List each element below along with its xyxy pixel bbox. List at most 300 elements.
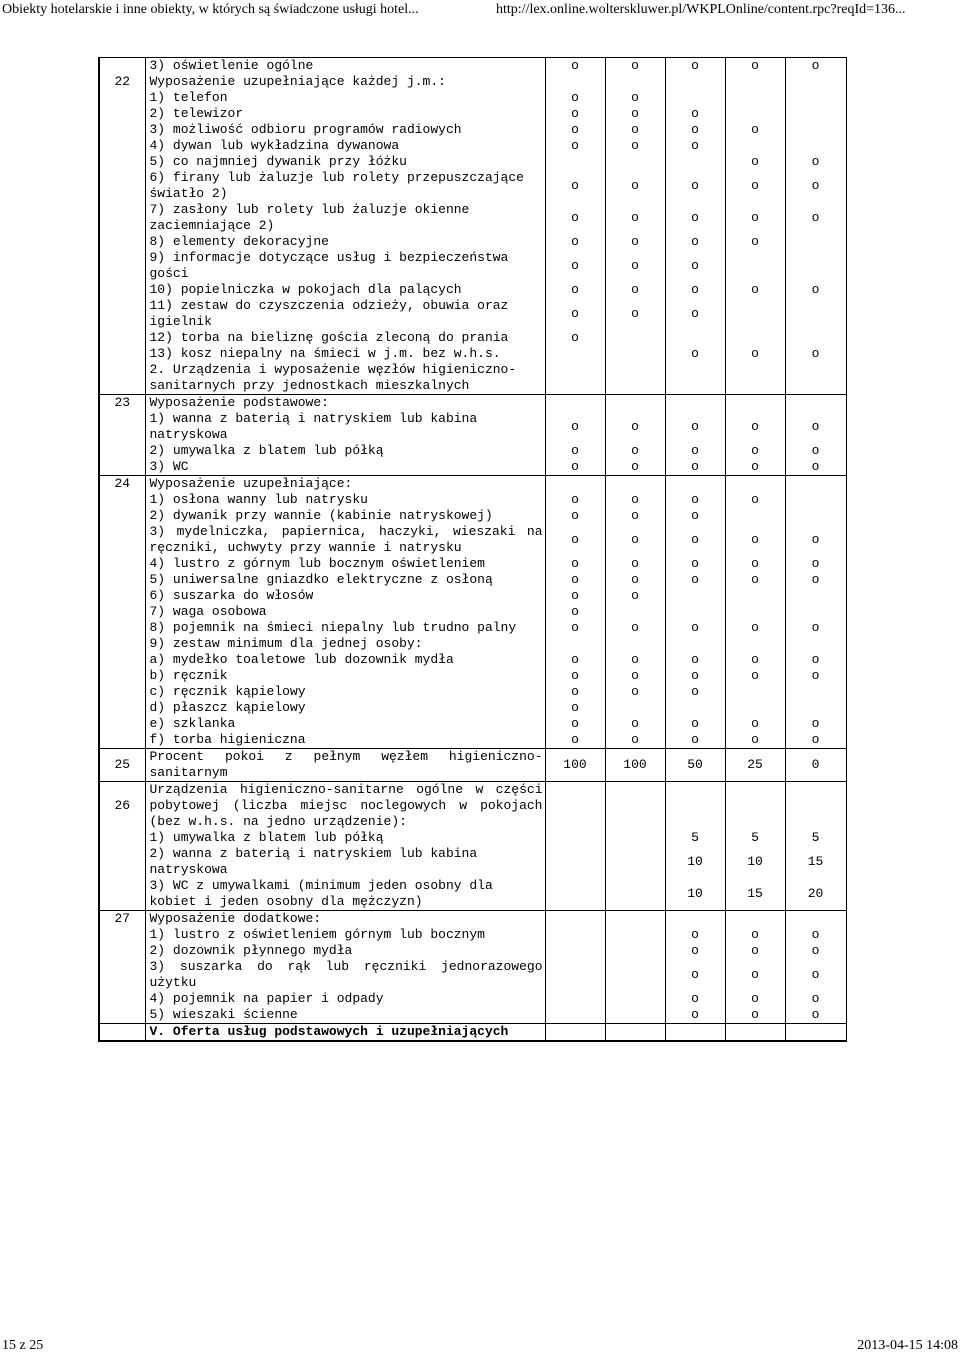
category-mark: o	[605, 443, 665, 459]
category-mark	[545, 959, 605, 991]
category-mark	[785, 298, 846, 330]
row-description: 8) pojemnik na śmieci niepalny lub trudno palny	[145, 620, 545, 636]
category-mark: o	[545, 106, 605, 122]
row-number	[99, 58, 145, 75]
category-mark	[785, 492, 846, 508]
table-row	[99, 138, 846, 154]
table-row	[99, 782, 846, 831]
row-number	[99, 154, 145, 170]
category-mark	[605, 846, 665, 878]
category-mark: o	[665, 668, 725, 684]
row-description: 9) zestaw minimum dla jednej osoby:	[145, 636, 545, 652]
category-mark	[665, 604, 725, 620]
category-mark: o	[665, 959, 725, 991]
category-mark: o	[605, 234, 665, 250]
row-number	[99, 846, 145, 878]
category-mark: o	[665, 202, 725, 234]
category-mark: o	[785, 652, 846, 668]
category-mark: o	[785, 443, 846, 459]
category-mark: o	[725, 668, 785, 684]
category-mark: o	[785, 58, 846, 75]
category-mark: o	[665, 170, 725, 202]
category-mark: o	[605, 492, 665, 508]
category-mark: o	[725, 732, 785, 749]
table-row	[99, 878, 846, 911]
table-row	[99, 700, 846, 716]
row-number	[99, 234, 145, 250]
category-mark	[785, 74, 846, 90]
category-mark	[785, 476, 846, 493]
category-mark: 10	[725, 846, 785, 878]
row-description: 2) dywanik przy wannie (kabinie natryskowej)	[145, 508, 545, 524]
category-mark: o	[545, 138, 605, 154]
table-row	[99, 459, 846, 476]
category-mark: o	[785, 620, 846, 636]
category-mark: o	[665, 572, 725, 588]
category-mark: o	[545, 556, 605, 572]
row-description: 3) WC z umywalkami (minimum jeden osobny dla kobiet i jeden osobny dla mężczyzn)	[145, 878, 545, 911]
category-mark: o	[545, 652, 605, 668]
row-number	[99, 330, 145, 346]
category-mark	[665, 911, 725, 928]
row-description: 9) informacje dotyczące usług i bezpieczeństwa gości	[145, 250, 545, 282]
category-mark: o	[545, 411, 605, 443]
row-number	[99, 652, 145, 668]
category-mark: o	[725, 620, 785, 636]
table-row	[99, 250, 846, 282]
category-mark	[725, 90, 785, 106]
category-mark: o	[665, 556, 725, 572]
category-mark: o	[725, 943, 785, 959]
category-mark: o	[785, 170, 846, 202]
category-mark: o	[785, 572, 846, 588]
category-mark	[605, 362, 665, 395]
category-mark	[785, 636, 846, 652]
category-mark: o	[785, 732, 846, 749]
table-row	[99, 604, 846, 620]
category-mark: o	[665, 684, 725, 700]
category-mark: o	[545, 668, 605, 684]
category-mark: o	[665, 250, 725, 282]
row-description: 1) wanna z baterią i natryskiem lub kabina natryskowa	[145, 411, 545, 443]
category-mark	[545, 911, 605, 928]
table-row	[99, 943, 846, 959]
category-mark	[725, 476, 785, 493]
category-mark: o	[545, 732, 605, 749]
category-mark: o	[725, 556, 785, 572]
row-description: 2) umywalka z blatem lub półką	[145, 443, 545, 459]
table-row	[99, 476, 846, 493]
category-mark: o	[785, 1007, 846, 1024]
category-mark: o	[605, 282, 665, 298]
category-mark: o	[545, 684, 605, 700]
category-mark: o	[725, 443, 785, 459]
category-mark	[665, 330, 725, 346]
table-row	[99, 330, 846, 346]
row-number	[99, 202, 145, 234]
table-row	[99, 234, 846, 250]
category-mark	[545, 346, 605, 362]
print-datetime: 2013-04-15 14:08	[857, 1338, 958, 1353]
category-mark	[725, 106, 785, 122]
category-mark	[605, 991, 665, 1007]
category-mark: o	[725, 459, 785, 476]
category-mark: o	[605, 90, 665, 106]
category-mark: o	[725, 1007, 785, 1024]
category-mark: o	[605, 716, 665, 732]
row-description: 3) WC	[145, 459, 545, 476]
category-mark: o	[785, 202, 846, 234]
row-description: 7) zasłony lub rolety lub żaluzje okienne zaciemniające 2)	[145, 202, 545, 234]
table-row	[99, 636, 846, 652]
category-mark	[545, 830, 605, 846]
category-mark: o	[545, 250, 605, 282]
category-mark	[605, 636, 665, 652]
category-mark: o	[665, 443, 725, 459]
category-mark: o	[605, 556, 665, 572]
category-mark: o	[725, 572, 785, 588]
category-mark: o	[725, 122, 785, 138]
row-number	[99, 716, 145, 732]
category-mark: o	[785, 524, 846, 556]
category-mark	[665, 362, 725, 395]
row-description: 10) popielniczka w pokojach dla palących	[145, 282, 545, 298]
row-description: e) szklanka	[145, 716, 545, 732]
table-row	[99, 282, 846, 298]
row-number	[99, 1024, 145, 1042]
category-mark	[725, 684, 785, 700]
category-mark: 50	[665, 749, 725, 782]
category-mark	[785, 106, 846, 122]
category-mark: o	[545, 122, 605, 138]
table-row	[99, 991, 846, 1007]
row-description: 12) torba na bieliznę gościa zleconą do prania	[145, 330, 545, 346]
category-mark: o	[605, 170, 665, 202]
row-number	[99, 668, 145, 684]
table-row	[99, 524, 846, 556]
category-mark: 15	[725, 878, 785, 911]
category-mark	[605, 782, 665, 831]
category-mark	[785, 90, 846, 106]
category-mark	[785, 508, 846, 524]
category-mark	[785, 395, 846, 412]
category-mark	[605, 604, 665, 620]
category-mark: o	[605, 620, 665, 636]
category-mark: o	[605, 588, 665, 604]
category-mark	[725, 250, 785, 282]
table-row	[99, 106, 846, 122]
table-row	[99, 716, 846, 732]
row-number	[99, 138, 145, 154]
category-mark	[605, 330, 665, 346]
page-number: 15 z 25	[2, 1338, 44, 1353]
category-mark	[605, 700, 665, 716]
row-description: 3) mydelniczka, papiernica, haczyki, wieszaki na ręczniki, uchwyty przy wannie i natrysku	[145, 524, 545, 556]
category-mark: 100	[545, 749, 605, 782]
category-mark	[725, 604, 785, 620]
category-mark	[785, 122, 846, 138]
category-mark: o	[665, 943, 725, 959]
category-mark	[725, 330, 785, 346]
category-mark: o	[785, 556, 846, 572]
category-mark: o	[545, 716, 605, 732]
category-mark: o	[605, 572, 665, 588]
row-number	[99, 1007, 145, 1024]
table-row	[99, 652, 846, 668]
category-mark	[545, 1024, 605, 1042]
category-mark: o	[785, 991, 846, 1007]
category-mark: o	[665, 492, 725, 508]
row-number	[99, 732, 145, 749]
category-mark: o	[665, 298, 725, 330]
category-mark: o	[665, 732, 725, 749]
row-description: 13) kosz niepalny na śmieci w j.m. bez w.h.s.	[145, 346, 545, 362]
category-mark	[725, 588, 785, 604]
row-description: Procent pokoi z pełnym węzłem higieniczno-sanitarnym	[145, 749, 545, 782]
category-mark: o	[725, 234, 785, 250]
row-description: 6) suszarka do włosów	[145, 588, 545, 604]
row-number: 24	[99, 476, 145, 493]
category-mark: o	[665, 508, 725, 524]
row-number	[99, 830, 145, 846]
category-mark: o	[785, 927, 846, 943]
category-mark: o	[785, 459, 846, 476]
table-row	[99, 911, 846, 928]
table-row	[99, 959, 846, 991]
category-mark	[545, 846, 605, 878]
category-mark: o	[665, 459, 725, 476]
row-number	[99, 282, 145, 298]
row-description: Wyposażenie dodatkowe:	[145, 911, 545, 928]
category-mark	[785, 588, 846, 604]
row-number	[99, 588, 145, 604]
category-mark: o	[665, 234, 725, 250]
table-row	[99, 170, 846, 202]
category-mark: o	[545, 459, 605, 476]
category-mark	[785, 250, 846, 282]
category-mark	[545, 991, 605, 1007]
category-mark	[545, 74, 605, 90]
category-mark: 5	[785, 830, 846, 846]
table-row	[99, 588, 846, 604]
table-row	[99, 927, 846, 943]
category-mark	[785, 684, 846, 700]
category-mark: o	[785, 668, 846, 684]
row-number	[99, 298, 145, 330]
category-mark: o	[605, 524, 665, 556]
row-description: 2) telewizor	[145, 106, 545, 122]
row-number	[99, 106, 145, 122]
category-mark: o	[605, 508, 665, 524]
category-mark	[665, 588, 725, 604]
row-number: 27	[99, 911, 145, 928]
category-mark	[545, 395, 605, 412]
category-mark: o	[545, 90, 605, 106]
category-mark	[605, 346, 665, 362]
category-mark: o	[725, 411, 785, 443]
category-mark: o	[725, 991, 785, 1007]
category-mark: o	[725, 202, 785, 234]
row-description: 2. Urządzenia i wyposażenie węzłów higieniczno-sanitarnych przy jednostkach mieszkalnych	[145, 362, 545, 395]
category-mark	[605, 154, 665, 170]
category-mark: 20	[785, 878, 846, 911]
category-mark: o	[665, 411, 725, 443]
row-description: 6) firany lub żaluzje lub rolety przepuszczające światło 2)	[145, 170, 545, 202]
table-row	[99, 362, 846, 395]
row-description: 8) elementy dekoracyjne	[145, 234, 545, 250]
category-mark	[665, 395, 725, 412]
category-mark	[785, 911, 846, 928]
row-description: 1) lustro z oświetleniem górnym lub bocznym	[145, 927, 545, 943]
category-mark	[785, 700, 846, 716]
category-mark: o	[605, 106, 665, 122]
category-mark	[725, 74, 785, 90]
requirements-table	[98, 57, 847, 1042]
page-title: Obiekty hotelarskie i inne obiekty, w których są świadczone usługi hotel...	[2, 2, 419, 17]
category-mark: o	[785, 716, 846, 732]
category-mark: o	[725, 492, 785, 508]
row-number	[99, 492, 145, 508]
category-mark	[605, 830, 665, 846]
category-mark: o	[545, 443, 605, 459]
row-number	[99, 508, 145, 524]
category-mark	[785, 138, 846, 154]
row-number: 22	[99, 74, 145, 90]
category-mark: o	[605, 732, 665, 749]
row-description: V. Oferta usług podstawowych i uzupełniających	[145, 1024, 545, 1042]
category-mark	[605, 1024, 665, 1042]
category-mark: o	[785, 943, 846, 959]
category-mark	[665, 636, 725, 652]
category-mark: o	[545, 588, 605, 604]
category-mark: o	[785, 282, 846, 298]
category-mark: o	[665, 282, 725, 298]
row-description: 5) co najmniej dywanik przy łóżku	[145, 154, 545, 170]
category-mark: o	[605, 202, 665, 234]
category-mark: o	[665, 620, 725, 636]
row-number	[99, 459, 145, 476]
category-mark	[545, 927, 605, 943]
category-mark: o	[545, 524, 605, 556]
table-row	[99, 620, 846, 636]
category-mark	[725, 636, 785, 652]
category-mark	[605, 911, 665, 928]
table-row	[99, 830, 846, 846]
category-mark: o	[545, 700, 605, 716]
row-description: c) ręcznik kąpielowy	[145, 684, 545, 700]
row-number: 26	[99, 782, 145, 831]
row-number	[99, 684, 145, 700]
category-mark	[545, 362, 605, 395]
category-mark	[605, 927, 665, 943]
table-row	[99, 732, 846, 749]
category-mark: o	[545, 202, 605, 234]
category-mark	[545, 782, 605, 831]
category-mark: 0	[785, 749, 846, 782]
category-mark	[605, 476, 665, 493]
row-description: 5) uniwersalne gniazdko elektryczne z osłoną	[145, 572, 545, 588]
category-mark: o	[725, 959, 785, 991]
category-mark: o	[665, 346, 725, 362]
table-row	[99, 74, 846, 90]
category-mark: o	[725, 652, 785, 668]
table-row	[99, 556, 846, 572]
table-row	[99, 443, 846, 459]
row-number	[99, 443, 145, 459]
row-description: 3) oświetlenie ogólne	[145, 58, 545, 75]
category-mark	[605, 959, 665, 991]
category-mark	[785, 1024, 846, 1042]
category-mark: o	[545, 298, 605, 330]
row-description: Wyposażenie uzupełniające:	[145, 476, 545, 493]
category-mark	[545, 878, 605, 911]
page-url: http://lex.online.wolterskluwer.pl/WKPLOnline/content.rpc?reqId=136...	[496, 2, 906, 17]
row-description: 2) dozownik płynnego mydła	[145, 943, 545, 959]
table-row	[99, 202, 846, 234]
category-mark: 100	[605, 749, 665, 782]
category-mark	[605, 395, 665, 412]
table-row	[99, 668, 846, 684]
table-row	[99, 1007, 846, 1024]
category-mark: o	[545, 572, 605, 588]
table-row	[99, 58, 846, 75]
category-mark	[725, 138, 785, 154]
category-mark	[725, 911, 785, 928]
row-description: Wyposażenie podstawowe:	[145, 395, 545, 412]
category-mark: o	[545, 58, 605, 75]
row-number	[99, 700, 145, 716]
row-description: Wyposażenie uzupełniające każdej j.m.:	[145, 74, 545, 90]
category-mark	[725, 508, 785, 524]
row-description: Urządzenia higieniczno-sanitarne ogólne w części pobytowej (liczba miejsc noclegowych w pokojach (bez w.h.s. na jedno urządzenie):	[145, 782, 545, 831]
table-row	[99, 298, 846, 330]
category-mark: o	[545, 170, 605, 202]
row-description: d) płaszcz kąpielowy	[145, 700, 545, 716]
category-mark: o	[665, 716, 725, 732]
table-row	[99, 395, 846, 412]
row-description: 2) wanna z baterią i natryskiem lub kabina natryskowa	[145, 846, 545, 878]
row-number	[99, 636, 145, 652]
row-number: 23	[99, 395, 145, 412]
row-number	[99, 620, 145, 636]
row-description: 4) pojemnik na papier i odpady	[145, 991, 545, 1007]
category-mark: o	[725, 282, 785, 298]
category-mark: o	[545, 604, 605, 620]
table-row	[99, 684, 846, 700]
category-mark	[605, 943, 665, 959]
table-row	[99, 346, 846, 362]
row-description: 1) umywalka z blatem lub półką	[145, 830, 545, 846]
category-mark: o	[725, 154, 785, 170]
category-mark: o	[545, 508, 605, 524]
row-number	[99, 959, 145, 991]
category-mark	[725, 700, 785, 716]
category-mark: o	[605, 250, 665, 282]
category-mark: 5	[725, 830, 785, 846]
category-mark	[665, 1024, 725, 1042]
category-mark: o	[665, 524, 725, 556]
category-mark: o	[725, 716, 785, 732]
category-mark	[665, 700, 725, 716]
table-row	[99, 508, 846, 524]
row-description: f) torba higieniczna	[145, 732, 545, 749]
row-number	[99, 170, 145, 202]
category-mark: 10	[665, 846, 725, 878]
category-mark	[665, 476, 725, 493]
category-mark: 5	[665, 830, 725, 846]
category-mark: o	[725, 58, 785, 75]
category-mark: o	[605, 411, 665, 443]
